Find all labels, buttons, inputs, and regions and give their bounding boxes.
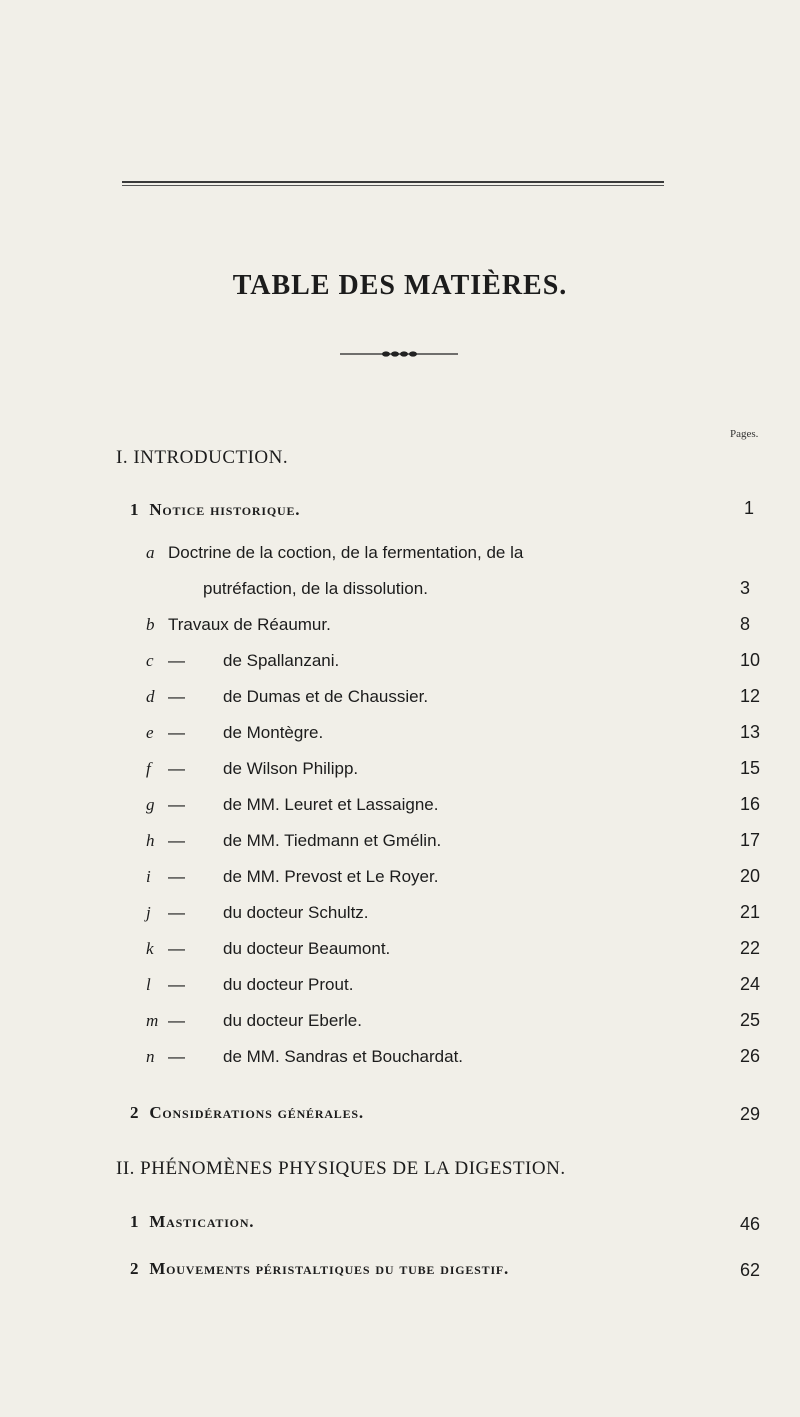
toc-entry	[146, 795, 438, 815]
entry-text-line2: putréfaction, de la dissolution.	[203, 579, 428, 598]
section-heading	[130, 1259, 509, 1279]
section-heading	[130, 1212, 254, 1232]
ornament-divider	[340, 351, 458, 357]
section-heading	[130, 500, 300, 520]
part-heading: II. PHÉNOMÈNES PHYSIQUES DE LA DIGESTION.	[116, 1158, 566, 1179]
entry-text: de MM. Leuret et Lassaigne.	[223, 795, 439, 814]
section-title: Mastication.	[149, 1212, 255, 1231]
page-number: 8	[740, 614, 751, 634]
section-number: 2	[130, 1103, 140, 1122]
page-number: 25	[740, 1010, 761, 1030]
entry-dash: —	[168, 651, 185, 670]
entry-text: Travaux de Réaumur.	[168, 615, 331, 634]
entry-dash: —	[168, 975, 185, 994]
page-number: 22	[740, 938, 761, 958]
entry-letter: j	[146, 903, 151, 922]
entry-letter: e	[146, 723, 154, 742]
page-number: 24	[740, 974, 761, 994]
page-number: 10	[740, 650, 761, 670]
entry-text: de MM. Tiedmann et Gmélin.	[223, 831, 442, 850]
entry-letter: k	[146, 939, 154, 958]
entry-letter: f	[146, 759, 151, 778]
page-title: TABLE DES MATIÈRES.	[232, 270, 568, 301]
entry-text: de Montègre.	[223, 723, 324, 742]
entry-letter: b	[146, 615, 155, 634]
toc-entry	[146, 975, 353, 995]
toc-entry	[146, 867, 438, 887]
entry-dash: —	[168, 831, 185, 850]
page-number: 12	[740, 686, 761, 706]
section-number: 2	[130, 1259, 140, 1278]
toc-entry	[146, 723, 323, 743]
entry-dash: —	[168, 1011, 185, 1030]
toc-entry	[146, 939, 390, 959]
part-heading: I. INTRODUCTION.	[116, 447, 289, 468]
entry-text: de MM. Sandras et Bouchardat.	[223, 1047, 464, 1066]
entry-text: du docteur Schultz.	[223, 903, 369, 922]
page-number: 20	[740, 866, 761, 886]
toc-entry-continuation	[203, 579, 428, 599]
section-heading	[130, 1103, 364, 1123]
section-title: Notice historique.	[149, 500, 301, 519]
top-rule	[122, 181, 664, 183]
page-number: 13	[740, 722, 761, 742]
entry-dash: —	[168, 795, 185, 814]
toc-entry	[146, 1047, 463, 1067]
entry-letter: i	[146, 867, 151, 886]
entry-letter: h	[146, 831, 155, 850]
pages-column-label: Pages.	[730, 428, 759, 440]
toc-entry	[146, 1011, 362, 1031]
toc-entry	[146, 543, 523, 563]
section-number: 1	[130, 1212, 140, 1231]
page-number: 26	[740, 1046, 761, 1066]
entry-text: Doctrine de la coction, de la fermentation, de la	[168, 543, 524, 562]
entry-text: du docteur Eberle.	[223, 1011, 362, 1030]
entry-letter: n	[146, 1047, 155, 1066]
page-number: 15	[740, 758, 761, 778]
page-number: 16	[740, 794, 761, 814]
page-number: 62	[740, 1260, 761, 1280]
page-number: 46	[740, 1214, 761, 1234]
section-title: Considérations générales.	[149, 1103, 364, 1122]
toc-entry	[146, 687, 428, 707]
entry-dash: —	[168, 867, 185, 886]
toc-entry	[146, 759, 358, 779]
page-number: 21	[740, 902, 761, 922]
section-number: 1	[130, 500, 140, 519]
toc-entry	[146, 615, 331, 635]
entry-text: de Spallanzani.	[223, 651, 340, 670]
page-number: 29	[740, 1104, 761, 1124]
toc-entry	[146, 903, 369, 923]
section-title: Mouvements péristaltiques du tube digestif.	[149, 1259, 510, 1278]
page-number: 1	[744, 498, 755, 518]
toc-entry	[146, 831, 441, 851]
entry-letter: d	[146, 687, 155, 706]
entry-text: de Wilson Philipp.	[223, 759, 359, 778]
entry-text: du docteur Prout.	[223, 975, 354, 994]
page-number: 3	[740, 578, 751, 598]
entry-text: de Dumas et de Chaussier.	[223, 687, 429, 706]
entry-text: du docteur Beaumont.	[223, 939, 391, 958]
entry-text: de MM. Prevost et Le Royer.	[223, 867, 439, 886]
entry-letter: c	[146, 651, 154, 670]
entry-letter: l	[146, 975, 151, 994]
entry-dash: —	[168, 1047, 185, 1066]
page-number: 17	[740, 830, 761, 850]
top-rule-thin	[122, 185, 664, 186]
toc-entry	[146, 651, 339, 671]
entry-dash: —	[168, 687, 185, 706]
entry-dash: —	[168, 903, 185, 922]
entry-letter: g	[146, 795, 155, 814]
entry-dash: —	[168, 939, 185, 958]
entry-letter: a	[146, 543, 155, 562]
entry-letter: m	[146, 1011, 159, 1030]
entry-dash: —	[168, 723, 185, 742]
entry-dash: —	[168, 759, 185, 778]
